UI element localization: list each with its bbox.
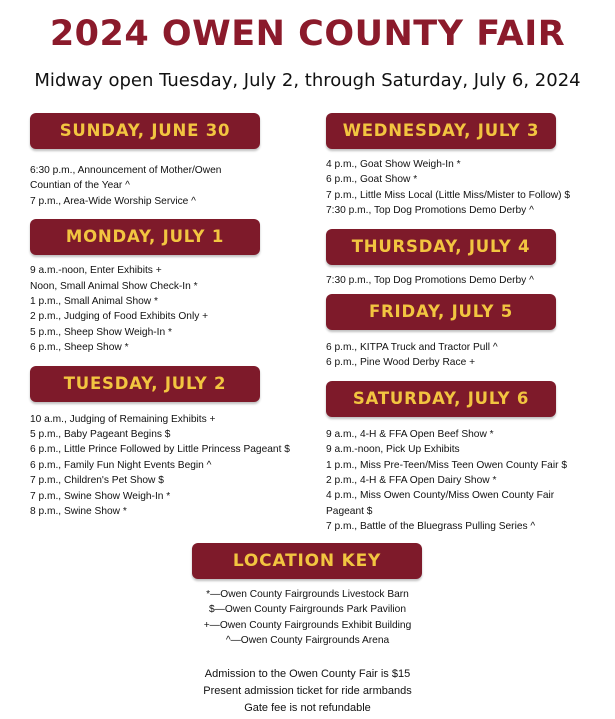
day-banner-wednesday: WEDNESDAY, JULY 3 — [326, 113, 556, 149]
admission-line: Gate fee is not refundable — [244, 702, 371, 714]
page-title: 2024 OWEN COUNTY FAIR — [49, 14, 566, 54]
day-banner-tuesday: TUESDAY, JULY 2 — [30, 366, 260, 402]
location-key-list — [0, 587, 615, 649]
admission-line: Admission to the Owen County Fair is $15 — [204, 668, 411, 680]
admission-line: Present admission ticket for ride armbands — [203, 685, 412, 697]
admission-info — [0, 666, 615, 717]
event-item: 10 a.m., Judging of Remaining Exhibits + — [30, 413, 216, 425]
event-item: 9 a.m.-noon, Pick Up Exhibits — [326, 444, 460, 456]
saturday-events — [326, 427, 615, 535]
tuesday-events — [30, 412, 320, 520]
event-item: 1 p.m., Miss Pre-Teen/Miss Teen Owen County Fair $ — [326, 459, 568, 471]
event-item: 6:30 p.m., Announcement of Mother/Owen Countian of the Year ^ — [30, 165, 222, 192]
event-item: 7:30 p.m., Top Dog Promotions Demo Derby ^ — [326, 205, 534, 217]
day-banner-friday: FRIDAY, JULY 5 — [326, 294, 556, 330]
event-item: 7 p.m., Children's Pet Show $ — [30, 475, 164, 487]
event-item: 4 p.m., Goat Show Weigh-In * — [326, 159, 461, 170]
day-banner-monday: MONDAY, JULY 1 — [30, 219, 260, 255]
event-item: 7 p.m., Battle of the Bluegrass Pulling Series ^ — [326, 521, 536, 533]
location-key-item: *—Owen County Fairgrounds Livestock Barn — [206, 589, 409, 600]
event-item: 5 p.m., Sheep Show Weigh-In * — [30, 326, 172, 338]
wednesday-events — [326, 157, 615, 219]
left-column — [30, 113, 320, 530]
event-item: 6 p.m., Family Fun Night Events Begin ^ — [30, 459, 212, 471]
event-item: Noon, Small Animal Show Check-In * — [30, 280, 198, 292]
monday-events — [30, 263, 320, 355]
event-item: 6 p.m., KITPA Truck and Tractor Pull ^ — [326, 342, 498, 354]
event-item: 1 p.m., Small Animal Show * — [30, 296, 158, 308]
event-item: 6 p.m., Pine Wood Derby Race + — [326, 357, 476, 369]
day-banner-saturday: SATURDAY, JULY 6 — [326, 381, 556, 417]
location-key-item: $—Owen County Fairgrounds Park Pavilion — [208, 604, 407, 616]
page-subtitle: Midway open Tuesday, July 2, through Saturday, July 6, 2024 — [34, 70, 581, 91]
day-banner-sunday: SUNDAY, JUNE 30 — [30, 113, 260, 149]
friday-events — [326, 340, 615, 371]
thursday-events — [326, 273, 615, 288]
event-item: 6 p.m., Sheep Show * — [30, 342, 129, 354]
event-item: 4 p.m., Miss Owen County/Miss Owen County Fair Pageant $ — [326, 490, 555, 517]
event-item: 7 p.m., Little Miss Local (Little Miss/Mister to Follow) $ — [326, 189, 570, 201]
event-item: 9 a.m.-noon, Enter Exhibits + — [30, 265, 162, 277]
location-key-item: +—Owen County Fairgrounds Exhibit Building — [203, 619, 412, 631]
event-item: 5 p.m., Baby Pageant Begins $ — [30, 429, 171, 441]
event-item: 9 a.m., 4-H & FFA Open Beef Show * — [326, 428, 494, 440]
event-item: 2 p.m., Judging of Food Exhibits Only + — [30, 311, 209, 323]
sunday-events — [30, 163, 320, 209]
event-item: 8 p.m., Swine Show * — [30, 506, 127, 518]
location-key-item: ^—Owen County Fairgrounds Arena — [225, 635, 390, 647]
right-column — [326, 113, 615, 545]
location-key-banner: LOCATION KEY — [192, 543, 422, 579]
event-item: 7:30 p.m., Top Dog Promotions Demo Derby ^ — [326, 274, 534, 286]
event-item: 7 p.m., Area-Wide Worship Service ^ — [30, 195, 196, 207]
event-item: 6 p.m., Little Prince Followed by Little Princess Pageant $ — [30, 444, 290, 456]
day-banner-thursday: THURSDAY, JULY 4 — [326, 229, 556, 265]
event-item: 2 p.m., 4-H & FFA Open Dairy Show * — [326, 475, 497, 487]
event-item: 7 p.m., Swine Show Weigh-In * — [30, 490, 171, 502]
event-item: 6 p.m., Goat Show * — [326, 174, 418, 186]
